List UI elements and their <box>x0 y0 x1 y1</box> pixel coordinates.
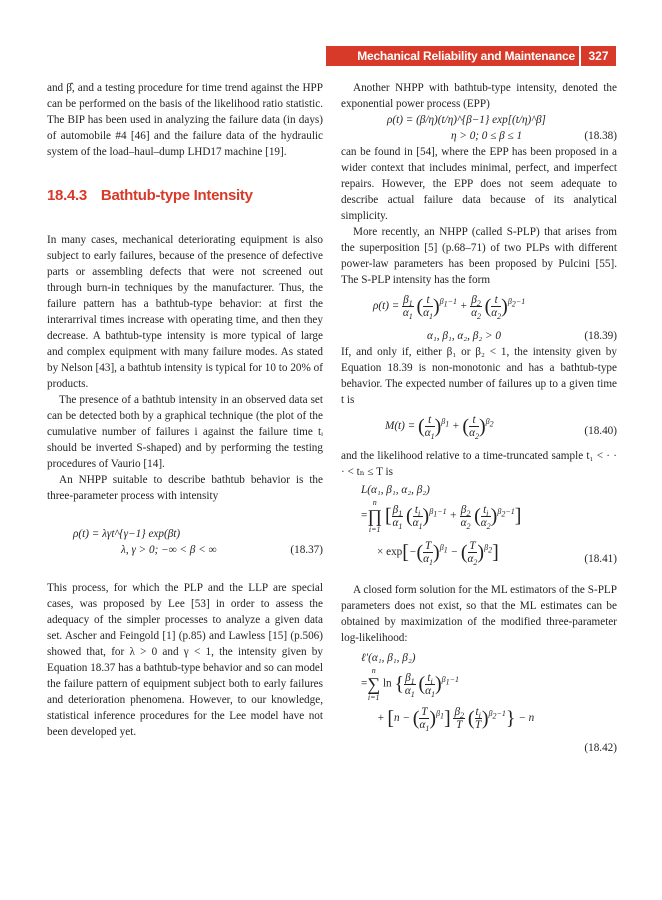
equation-18-41-lhs <box>341 482 617 498</box>
equation-body: α₁, β₁, α₂, β₂ > 0 <box>427 330 501 342</box>
equation-18-39: ρ(t) = $\frac{\beta_1}{\alpha_1}$ ( $\frac{t}{\alpha_1}$ )$^{\beta_1-1}$ + $\frac{\beta_2}{\alpha_2}$ ( $\frac{t}{\alpha_2}$ )$^{\beta_2-1}$ <box>373 294 526 322</box>
equation-number: (18.40) <box>584 425 617 437</box>
paragraph: can be found in [54], where the EPP has been proposed in a wider context that includes minimal, perfect, and imperfect repairs. However, the EPP does not seem adequate to describe actual failure data because of its analytical simplicity. <box>341 146 617 222</box>
equation-body: η > 0; 0 ≤ β ≤ 1 <box>451 130 523 142</box>
equation-body: λ, γ > 0; −∞ < β < ∞ <box>121 544 217 556</box>
paragraph: The presence of a bathtub intensity in an observed data set can be detected both by a graphical technique (the plot of the cumulative number of failures i against the failure time tᵢ should be inverted S-shaped) and by performing the testing procedures of Vaurio [14]. <box>47 394 323 470</box>
section-title: Bathtub-type Intensity <box>100 187 253 204</box>
equation-number: (18.38) <box>584 130 617 142</box>
paragraph: and β̂, and a testing procedure for time trend against the HPP can be performed on the basis of the likelihood ratio statistic. The BIP has been used in analyzing the failure data (in days) of automobile #4 [46] and the failure data of the hydraulic system of the load–haul–dump LHD17 machine [19]. <box>47 82 323 158</box>
paragraph: If, and only if, either β₁ or β₂ < 1, the intensity given by Equation 18.39 is non-monotonic and has a bathtub-type behavior. The expected number of failures up to a given time t is <box>341 346 617 406</box>
equation-number: (18.41) <box>584 553 617 565</box>
equation-number: (18.42) <box>584 742 617 754</box>
equation-18-38-line2 <box>341 128 617 144</box>
paragraph: An NHPP suitable to describe bathtub behavior is the three-parameter process with intensity <box>47 474 323 502</box>
equation-body: L(α₁, β₁, α₂, β₂) <box>361 484 430 496</box>
equation-18-37-line1 <box>47 526 323 542</box>
left-column <box>47 80 323 740</box>
page-number: 327 <box>588 49 609 63</box>
paragraph: Another NHPP with bathtub-type intensity, denoted the exponential power process (EPP) <box>341 82 617 110</box>
equation-18-42-lhs <box>341 650 617 666</box>
equation-18-40: M(t) = ( $\frac{t}{\alpha_1}$ )$^{\beta_1}$ + ( $\frac{t}{\alpha_2}$ )$^{\beta_2}$ (18.40) <box>385 414 617 442</box>
paragraph: and the likelihood relative to a time-truncated sample t₁ < · · · < tₙ ≤ T is <box>341 450 617 478</box>
equation-body: ℓ′(α₁, β₁, β₂) <box>361 652 416 664</box>
running-title: Mechanical Reliability and Maintenance Models <box>357 49 575 83</box>
equation-18-39-line2 <box>341 328 617 344</box>
right-column <box>341 80 617 756</box>
equation-18-41-exp: × exp[−( $\frac{T}{\alpha_1}$ )$^{\beta_1}$ − ( $\frac{T}{\alpha_2}$ )$^{\beta_2}$] (18.41) <box>377 540 617 568</box>
equation-18-37-line2 <box>47 542 323 558</box>
section-heading <box>47 188 323 204</box>
equation-number: (18.39) <box>584 330 617 342</box>
paragraph: This process, for which the PLP and the LLP are special cases, was proposed by Lee [53] in order to assess the adequacy of the simpler processes to analyze a given data set. Ascher and Feingold [1] (p.85) and Lawless [15] (p.506) showed that, for λ > 0 and γ < 1, the intensity given by Equation 18.37 has a bathtub-type behavior and so can model the failure pattern of equipment subject both to early failures and deterioration phenomena. However, to our knowledge, statistical inference procedures for the Lee model have not been developed yet. <box>47 582 323 738</box>
equation-18-42-bracket: + [n − ( $\frac{T}{\alpha_1}$ )$^{\beta_1}$] $\frac{\beta_2}{T}$ ( $\frac{t_i}{T}$ )$^{\beta_2-1}$} − n <box>377 706 535 734</box>
equation-18-42-sum: = n ∑ i=1 ln { $\frac{\beta_1}{\alpha_1}$ ( $\frac{t_i}{\alpha_1}$ )$^{\beta_1-1}$ <box>361 666 460 702</box>
paragraph: More recently, an NHPP (called S-PLP) that arises from the superposition [5] (p.68–71) of two PLPs with different power-law parameters has been proposed by Pulcini [55]. The S-PLP intensity has the form <box>341 226 617 286</box>
equation-body: ρ(t) = λγt^{γ−1} exp(βt) <box>73 528 181 540</box>
section-number: 18.4.3 <box>47 187 87 204</box>
equation-body: ρ(t) = (β/η)(t/η)^{β−1} exp[(t/η)^β] <box>387 114 546 126</box>
paragraph: In many cases, mechanical deteriorating equipment is also subject to early failures, because of the presence of defective parts or assembling defects that were not screened out through burn-in techniques by the manufacturer. Thus, the failure pattern has a bathtub-type behavior: at first the interarrival times increase with operating time, and then they decrease. A bathtub-type intensity is more typical of large and complex equipment with many failure modes. As stated by Nelson [43], a bathtub intensity is typical for 10 to 20% of products. <box>47 234 323 390</box>
equation-18-42-number-line <box>341 740 617 756</box>
equation-number: (18.37) <box>290 544 323 556</box>
equation-18-38-line1 <box>341 112 617 128</box>
equation-18-41-product: = n ∏ i=1 [ $\frac{\beta_1}{\alpha_1}$ ( $\frac{t_i}{\alpha_1}$ )$^{\beta_1-1}$ + $\frac{\beta_2}{\alpha_2}$ ( $\frac{t_i}{\alpha_2}$ )$^{\beta_2-1}$] <box>361 498 522 534</box>
paragraph: A closed form solution for the ML estimators of the S-PLP parameters does not exist, so that the ML estimates can be obtained by maximization of the modified three-parameter log-likelihood: <box>341 584 617 644</box>
